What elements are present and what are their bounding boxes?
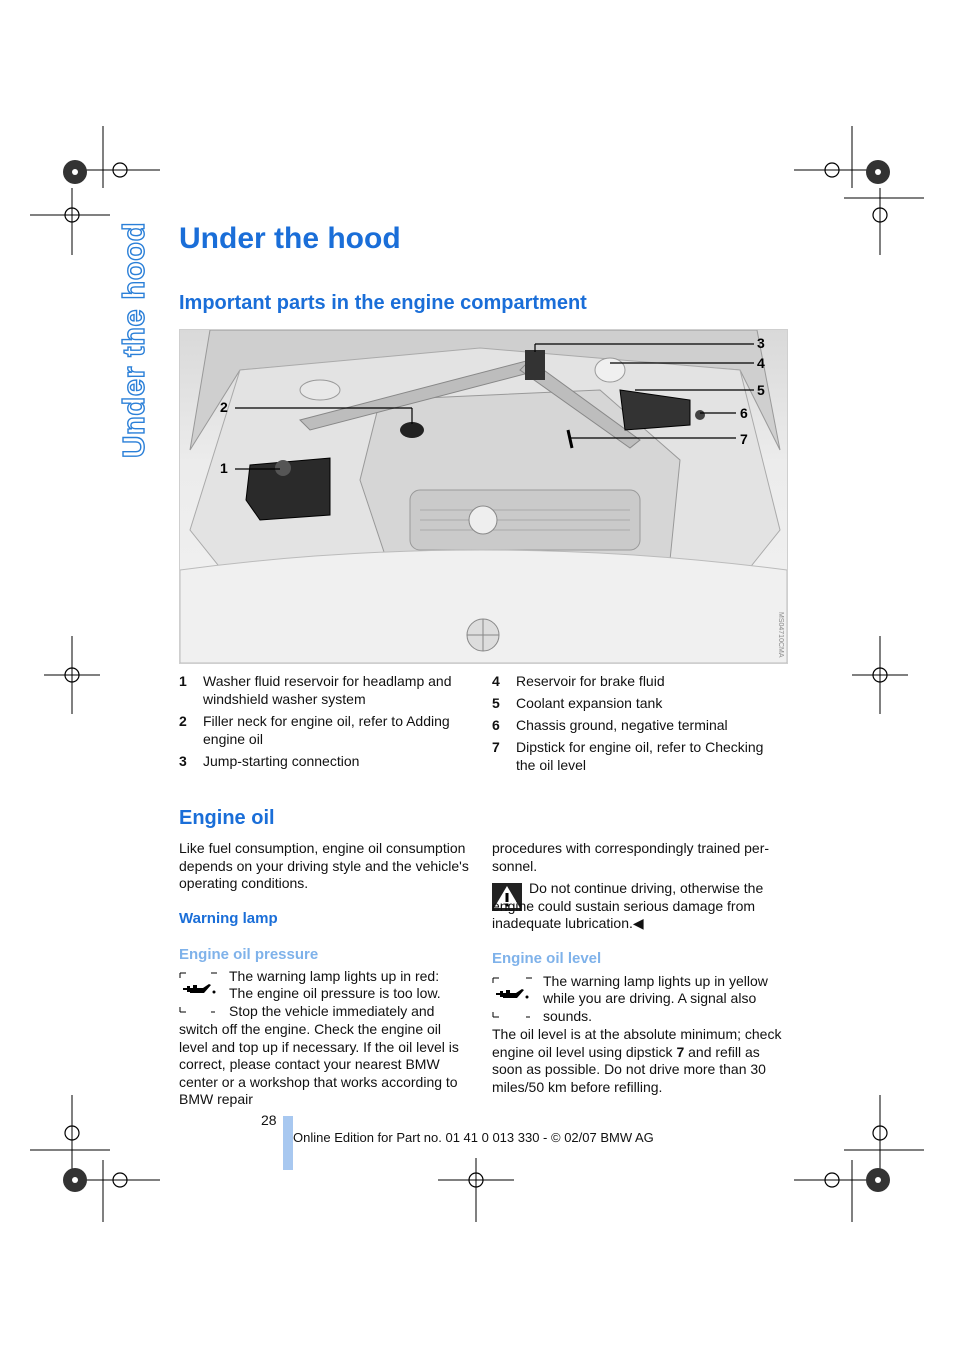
callout-5: 5 [757,382,765,398]
callout-7: 7 [740,431,748,447]
oil-level-text-2: while you are driving. A signal also [543,990,757,1006]
oil-level-text-4: The oil level is at the absolute minimum; check engine oil level using dipstick 7 and refill as soon as possible. Do not drive more than 30 miles/50 km before refilling. [492,1026,782,1095]
callout-1: 1 [220,460,228,476]
legend-right [492,672,786,778]
legend-item-2: 2 Filler neck for engine oil, refer to Adding engine oil [179,713,450,747]
side-chapter-title: Under the hood [116,221,151,459]
engine-compartment-figure [179,329,788,664]
warning-lamp-heading: Warning lamp [179,910,278,927]
section-heading-parts: Important parts in the engine compartment [179,292,587,314]
oil-pressure-text-3: Stop the vehicle immediately and [229,1003,435,1019]
legend-item-5: 5 Coolant expansion tank [492,695,663,711]
engine-oil-intro: Like fuel consumption, engine oil consumption depends on your driving style and the vehicle's operating conditions. [179,840,469,892]
oil-level-heading: Engine oil level [492,950,602,967]
callout-6: 6 [740,405,748,421]
oil-level-text-3: sounds. [543,1008,593,1024]
oil-pressure-text-1: The warning lamp lights up in red: [229,968,440,984]
oil-pressure-heading: Engine oil pressure [179,946,319,963]
legend-left [179,672,469,774]
footer-edition: Online Edition for Part no. 01 41 0 013 330 - © 02/07 BMW AG [293,1130,654,1145]
callout-3: 3 [757,335,765,351]
oil-can-icon-yellow [492,976,532,1018]
right-col-continuation: procedures with correspondingly trained per-sonnel. [492,840,770,874]
footer-accent-bar [283,1116,293,1170]
legend-item-7: 7 Dipstick for engine oil, refer to Checking the oil level [492,739,764,773]
page-number: 28 [261,1112,277,1128]
oil-level-text-1: The warning lamp lights up in yellow [543,973,768,989]
oil-can-icon [179,971,219,1013]
figure-code: MS04710CMA [777,612,784,658]
legend-item-1: 1 Washer fluid reservoir for headlamp and windshield washer system [179,673,452,707]
warning-text: Do not continue driving, otherwise the engine could sustain serious damage from inadequate lubrication.◀ [492,880,764,932]
section-heading-engine-oil: Engine oil [179,807,275,829]
oil-pressure-text-2: The engine oil pressure is too low. [229,985,441,1001]
legend-item-4: 4 Reservoir for brake fluid [492,673,665,689]
callout-4: 4 [757,355,765,371]
legend-item-6: 6 Chassis ground, negative terminal [492,717,728,733]
legend-item-3: 3 Jump-starting connection [179,753,360,769]
callout-2: 2 [220,399,228,415]
oil-pressure-text-4: switch off the engine. Check the engine oil level and top up if necessary. If the oil level is correct, please contact your nearest BMW center or a workshop that works according to BMW repair [179,1021,459,1108]
page-title: Under the hood [179,222,401,255]
